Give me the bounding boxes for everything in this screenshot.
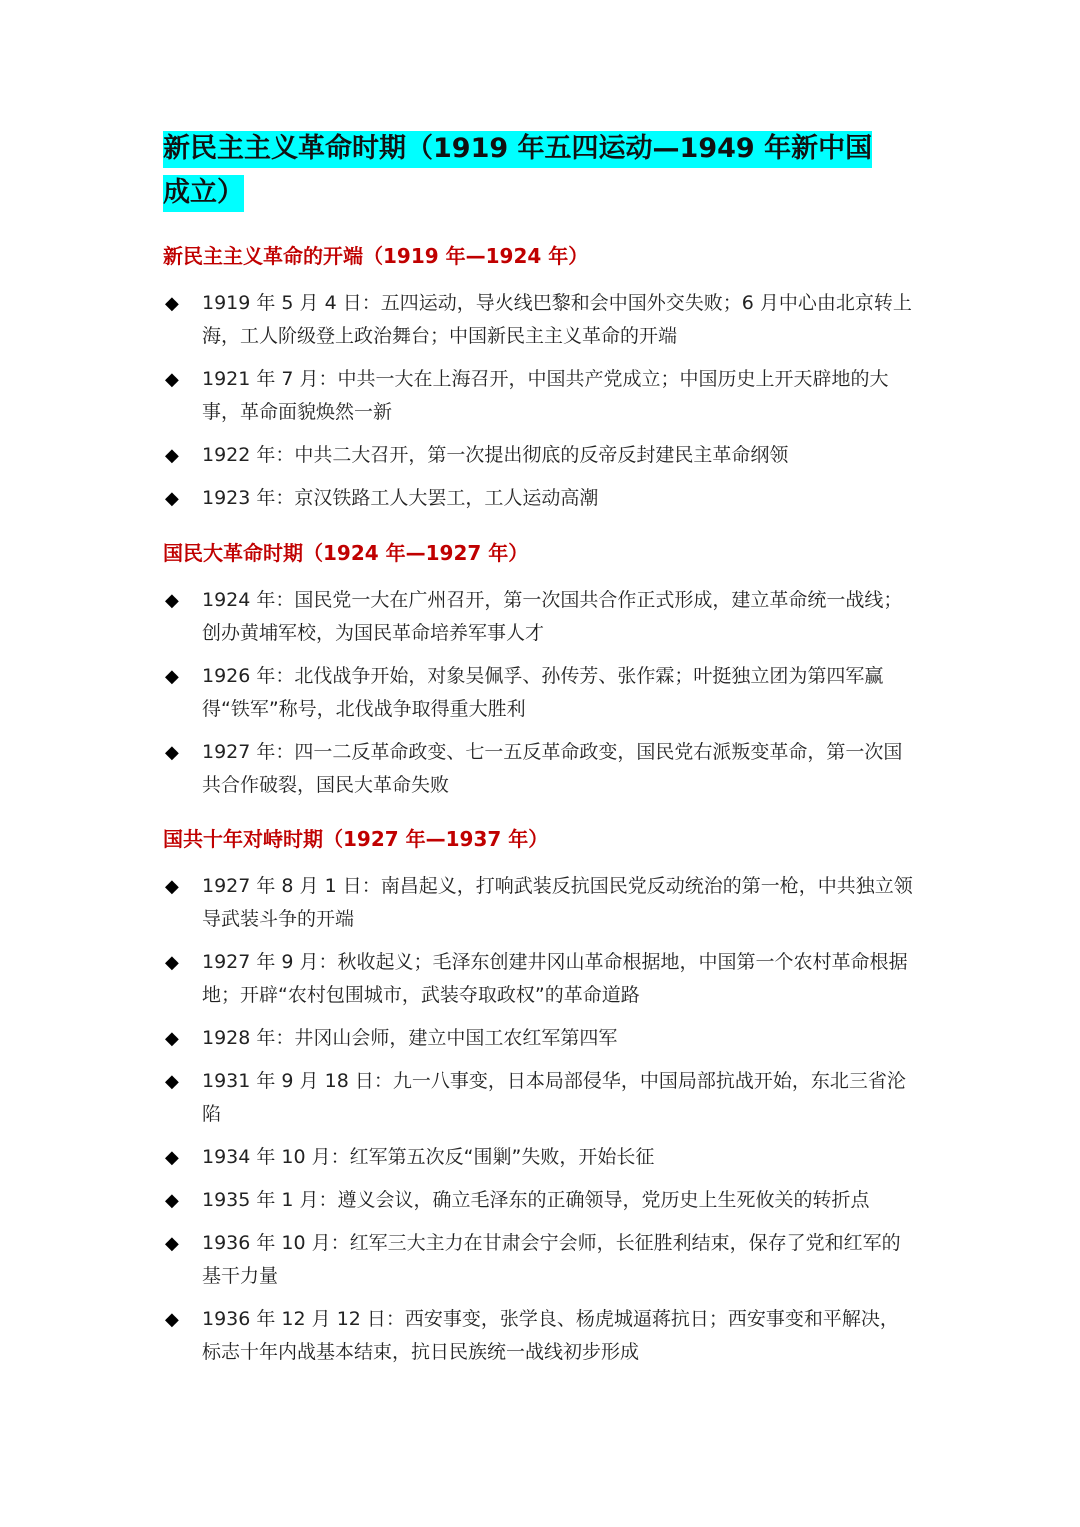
list-item xyxy=(163,439,923,472)
diamond-bullet-icon: ◆ xyxy=(165,445,179,466)
diamond-bullet-icon: ◆ xyxy=(165,369,179,390)
diamond-bullet-icon: ◆ xyxy=(165,952,179,973)
list-item-text: 1936 年 10 月：红军三大主力在甘肃会宁会师，长征胜利结束，保存了党和红军的基干力量 xyxy=(202,1232,901,1287)
list-item xyxy=(163,1022,923,1055)
section-3-list xyxy=(163,870,923,1369)
list-item xyxy=(163,736,923,802)
diamond-bullet-icon: ◆ xyxy=(165,1071,179,1092)
page-title xyxy=(163,127,883,215)
list-item-text: 1927 年：四一二反革命政变、七一五反革命政变，国民党右派叛变革命，第一次国共合作破裂，国民大革命失败 xyxy=(202,741,903,796)
section-heading: 国民大革命时期（1924 年—1927 年） xyxy=(163,541,529,565)
diamond-bullet-icon: ◆ xyxy=(165,293,179,314)
list-item xyxy=(163,1303,923,1369)
list-item-text: 1921 年 7 月：中共一大在上海召开，中国共产党成立；中国历史上开天辟地的大事，革命面貌焕然一新 xyxy=(202,368,889,423)
list-item-text: 1934 年 10 月：红军第五次反“围剿”失败，开始长征 xyxy=(202,1146,655,1168)
section-1-list xyxy=(163,287,923,515)
diamond-bullet-icon: ◆ xyxy=(165,590,179,611)
list-item-text: 1924 年：国民党一大在广州召开，第一次国共合作正式形成，建立革命统一战线；创办黄埔军校，为国民革命培养军事人才 xyxy=(202,589,903,644)
list-item-text: 1922 年：中共二大召开，第一次提出彻底的反帝反封建民主革命纲领 xyxy=(202,444,789,466)
diamond-bullet-icon: ◆ xyxy=(165,488,179,509)
list-item xyxy=(163,1227,923,1293)
list-item-text: 1923 年：京汉铁路工人大罢工，工人运动高潮 xyxy=(202,487,599,509)
section-3 xyxy=(163,825,923,1369)
diamond-bullet-icon: ◆ xyxy=(165,1190,179,1211)
diamond-bullet-icon: ◆ xyxy=(165,876,179,897)
list-item xyxy=(163,870,923,936)
list-item xyxy=(163,660,923,726)
list-item-text: 1926 年：北伐战争开始，对象吴佩孚、孙传芳、张作霖；叶挺独立团为第四军赢得“铁军”称号，北伐战争取得重大胜利 xyxy=(202,665,884,720)
section-heading: 国共十年对峙时期（1927 年—1937 年） xyxy=(163,827,549,851)
diamond-bullet-icon: ◆ xyxy=(165,666,179,687)
diamond-bullet-icon: ◆ xyxy=(165,1309,179,1330)
diamond-bullet-icon: ◆ xyxy=(165,1147,179,1168)
list-item-text: 1928 年：井冈山会师，建立中国工农红军第四军 xyxy=(202,1027,618,1049)
list-item-text: 1936 年 12 月 12 日：西安事变，张学良、杨虎城逼蒋抗日；西安事变和平解决，标志十年内战基本结束，抗日民族统一战线初步形成 xyxy=(202,1308,899,1363)
list-item xyxy=(163,1184,923,1217)
section-1 xyxy=(163,242,923,515)
list-item-text: 1927 年 8 月 1 日：南昌起义，打响武装反抗国民党反动统治的第一枪，中共独立领导武装斗争的开端 xyxy=(202,875,913,930)
list-item xyxy=(163,482,923,515)
page-title-highlight: 新民主主义革命时期（1919 年五四运动—1949 年新中国成立） xyxy=(163,131,872,212)
diamond-bullet-icon: ◆ xyxy=(165,1028,179,1049)
section-2-list xyxy=(163,584,923,802)
section-2 xyxy=(163,539,923,802)
list-item xyxy=(163,363,923,429)
diamond-bullet-icon: ◆ xyxy=(165,1233,179,1254)
list-item-text: 1935 年 1 月：遵义会议，确立毛泽东的正确领导，党历史上生死攸关的转折点 xyxy=(202,1189,870,1211)
diamond-bullet-icon: ◆ xyxy=(165,742,179,763)
list-item-text: 1931 年 9 月 18 日：九一八事变，日本局部侵华，中国局部抗战开始，东北三省沦陷 xyxy=(202,1070,906,1125)
list-item xyxy=(163,1065,923,1131)
title-block xyxy=(163,127,883,215)
list-item-text: 1927 年 9 月：秋收起义；毛泽东创建井冈山革命根据地，中国第一个农村革命根据地；开辟“农村包围城市，武装夺取政权”的革命道路 xyxy=(202,951,908,1006)
list-item xyxy=(163,584,923,650)
list-item xyxy=(163,946,923,1012)
list-item-text: 1919 年 5 月 4 日：五四运动，导火线巴黎和会中国外交失败；6 月中心由北京转上海，工人阶级登上政治舞台；中国新民主主义革命的开端 xyxy=(202,292,912,347)
list-item xyxy=(163,1141,923,1174)
list-item xyxy=(163,287,923,353)
section-heading: 新民主主义革命的开端（1919 年—1924 年） xyxy=(163,244,589,268)
